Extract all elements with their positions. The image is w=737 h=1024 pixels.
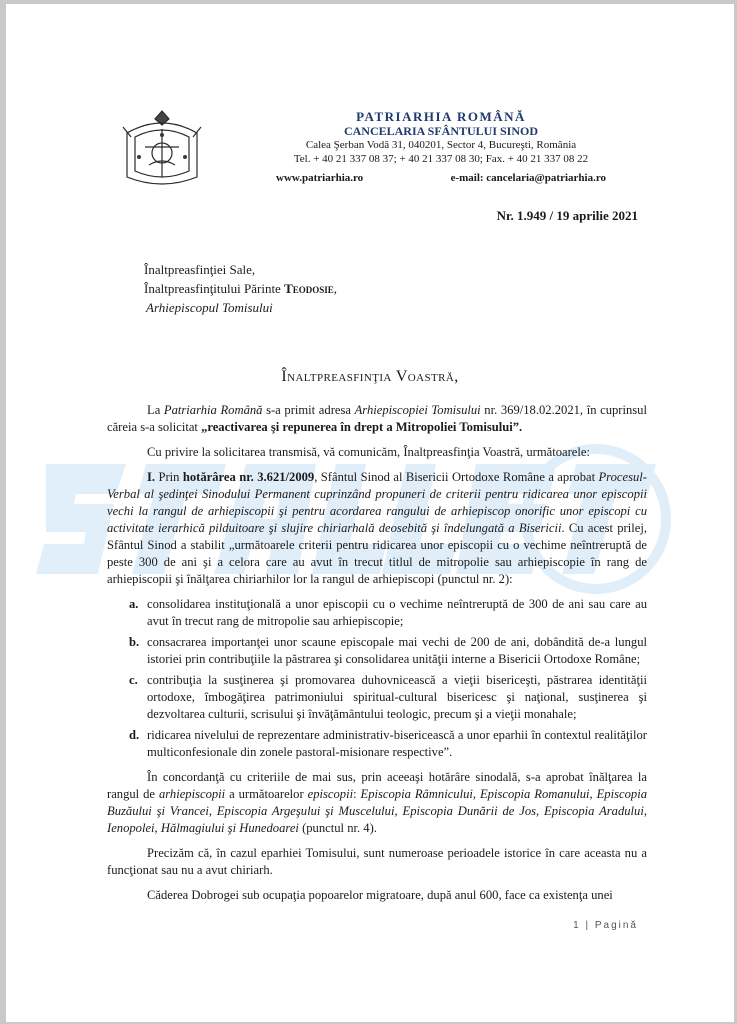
paragraph-2: Cu privire la solicitarea transmisă, vă comunicăm, Înaltpreasfinţia Voastră, următoarele:	[147, 445, 590, 459]
page-number: 1 | Pagină	[573, 920, 638, 931]
registration-number: Nr. 1.949 / 19 aprilie 2021	[496, 208, 638, 223]
postal-address: Calea Şerban Vodă 31, 040201, Sector 4, Bucureşti, România	[305, 139, 577, 151]
paragraph-4: În concordanţă cu criteriile de mai sus, prin aceeaşi hotărâre sinodală, s-a aprobat înălţarea la rangul de arhiepiscopii a următoarelor episcopii: Episcopia Râmnicului, Episcopia Romanului, Episcopia Buzăului şi Vrancei, Episcopia Argeşului şi Muscelului, Episcopia Dunării de Jos, Episcopia Aradului, Ienopolei, Hălmagiului şi Hunedoarei (punctul nr. 4).	[107, 770, 647, 835]
list-item: c. contribuţia la susţinerea şi promovarea duhovnicească a vieţii bisericeşti, păstrarea identităţii ortodoxe, îmbogăţirea patrimoniului spiritual-cultural bisericesc şi naţional, susţinerea şi dezvoltarea culturii, scrisului şi învăţământului teologic, precum şi a vieţii monahale;	[129, 673, 647, 721]
paragraph-5: Precizăm că, în cazul eparhiei Tomisului, sunt numeroase perioadele istorice în care aceasta nu a funcţionat sau nu a avut chiriarh.	[107, 846, 647, 877]
paragraph-1: La Patriarhia Română s-a primit adresa Arhiepiscopiei Tomisului nr. 369/18.02.2021, în cuprinsul căreia s-a solicitat „reactivarea şi repunerea în drept a Mitropoliei Tomisului”.	[107, 403, 647, 434]
addressee-line-1: Înaltpreasfinţiei Sale,	[144, 262, 256, 277]
addressee-title: Arhiepiscopul Tomisului	[146, 300, 273, 315]
addressee-name: Teodosie	[284, 281, 334, 296]
document-page	[6, 4, 734, 1022]
letterhead	[6, 4, 734, 204]
patriarchate-crest-icon	[119, 107, 205, 187]
email-link[interactable]: e-mail: cancelaria@patriarhia.ro	[450, 172, 606, 184]
addressee-block	[144, 260, 337, 317]
letter-body	[107, 402, 647, 912]
contact-line	[276, 172, 606, 184]
list-item: a. consolidarea instituţională a unor episcopii cu o vechime neîntreruptă de 300 de ani sau care au avut în trecut rang de mitropolie sau arhiepiscopie;	[129, 597, 647, 628]
letterhead-text	[276, 110, 606, 166]
addressee-line-2: Înaltpreasfinţitului Părinte Teodosie,	[144, 281, 338, 296]
criteria-list	[107, 596, 647, 761]
paragraph-6: Căderea Dobrogei sub ocupaţia popoarelor migratoare, după anul 600, face ca existenţa unei	[147, 888, 613, 902]
department-name: CANCELARIA SFÂNTULUI SINOD	[343, 124, 539, 138]
organization-name: PATRIARHIA ROMÂNĂ	[356, 109, 526, 124]
salutation: Înaltpreasfinţia Voastră,	[281, 368, 459, 385]
list-item: d. ridicarea nivelului de reprezentare administrativ-bisericească a unor eparhii în contextul realităţilor multiconfesionale din zonele pastoral-misionare respective”.	[129, 728, 647, 759]
phone-fax: Tel. + 40 21 337 08 37; + 40 21 337 08 30; Fax. + 40 21 337 08 22	[293, 153, 589, 165]
paragraph-3: I. Prin hotărârea nr. 3.621/2009, Sfântul Sinod al Bisericii Ortodoxe Române a aprobat Procesul-Verbal al şedinţei Sinodului Permanent cuprinzând propuneri de criterii pentru ridicarea unor episcopii vechi la rangul de arhiepiscopii şi pentru acordarea rangului de arhiepiscop onorific unor episcopi cu activitate ierarhică pilduitoare şi slujire chiriarhală deosebită şi îndelungată a Bisericii. Cu acest prilej, Sfântul Sinod a stabilit „următoarele criterii pentru ridicarea unor episcopii cu o vechime neîntreruptă de peste 300 de ani şi a celora care au avut în trecut titlul de mitropolie sau arhiepiscopie în rang de arhiepiscopii şi înălţarea chiriarhilor lor la rangul de arhiepiscopi (punctul nr. 2):	[107, 470, 647, 586]
website-link[interactable]: www.patriarhia.ro	[276, 172, 364, 184]
list-item: b. consacrarea importanţei unor scaune episcopale mai vechi de 200 de ani, dobândită de-a lungul istoriei prin contribuţiile la păstrarea şi consolidarea unităţii interne a Bisericii Ortodoxe Române;	[129, 635, 647, 666]
